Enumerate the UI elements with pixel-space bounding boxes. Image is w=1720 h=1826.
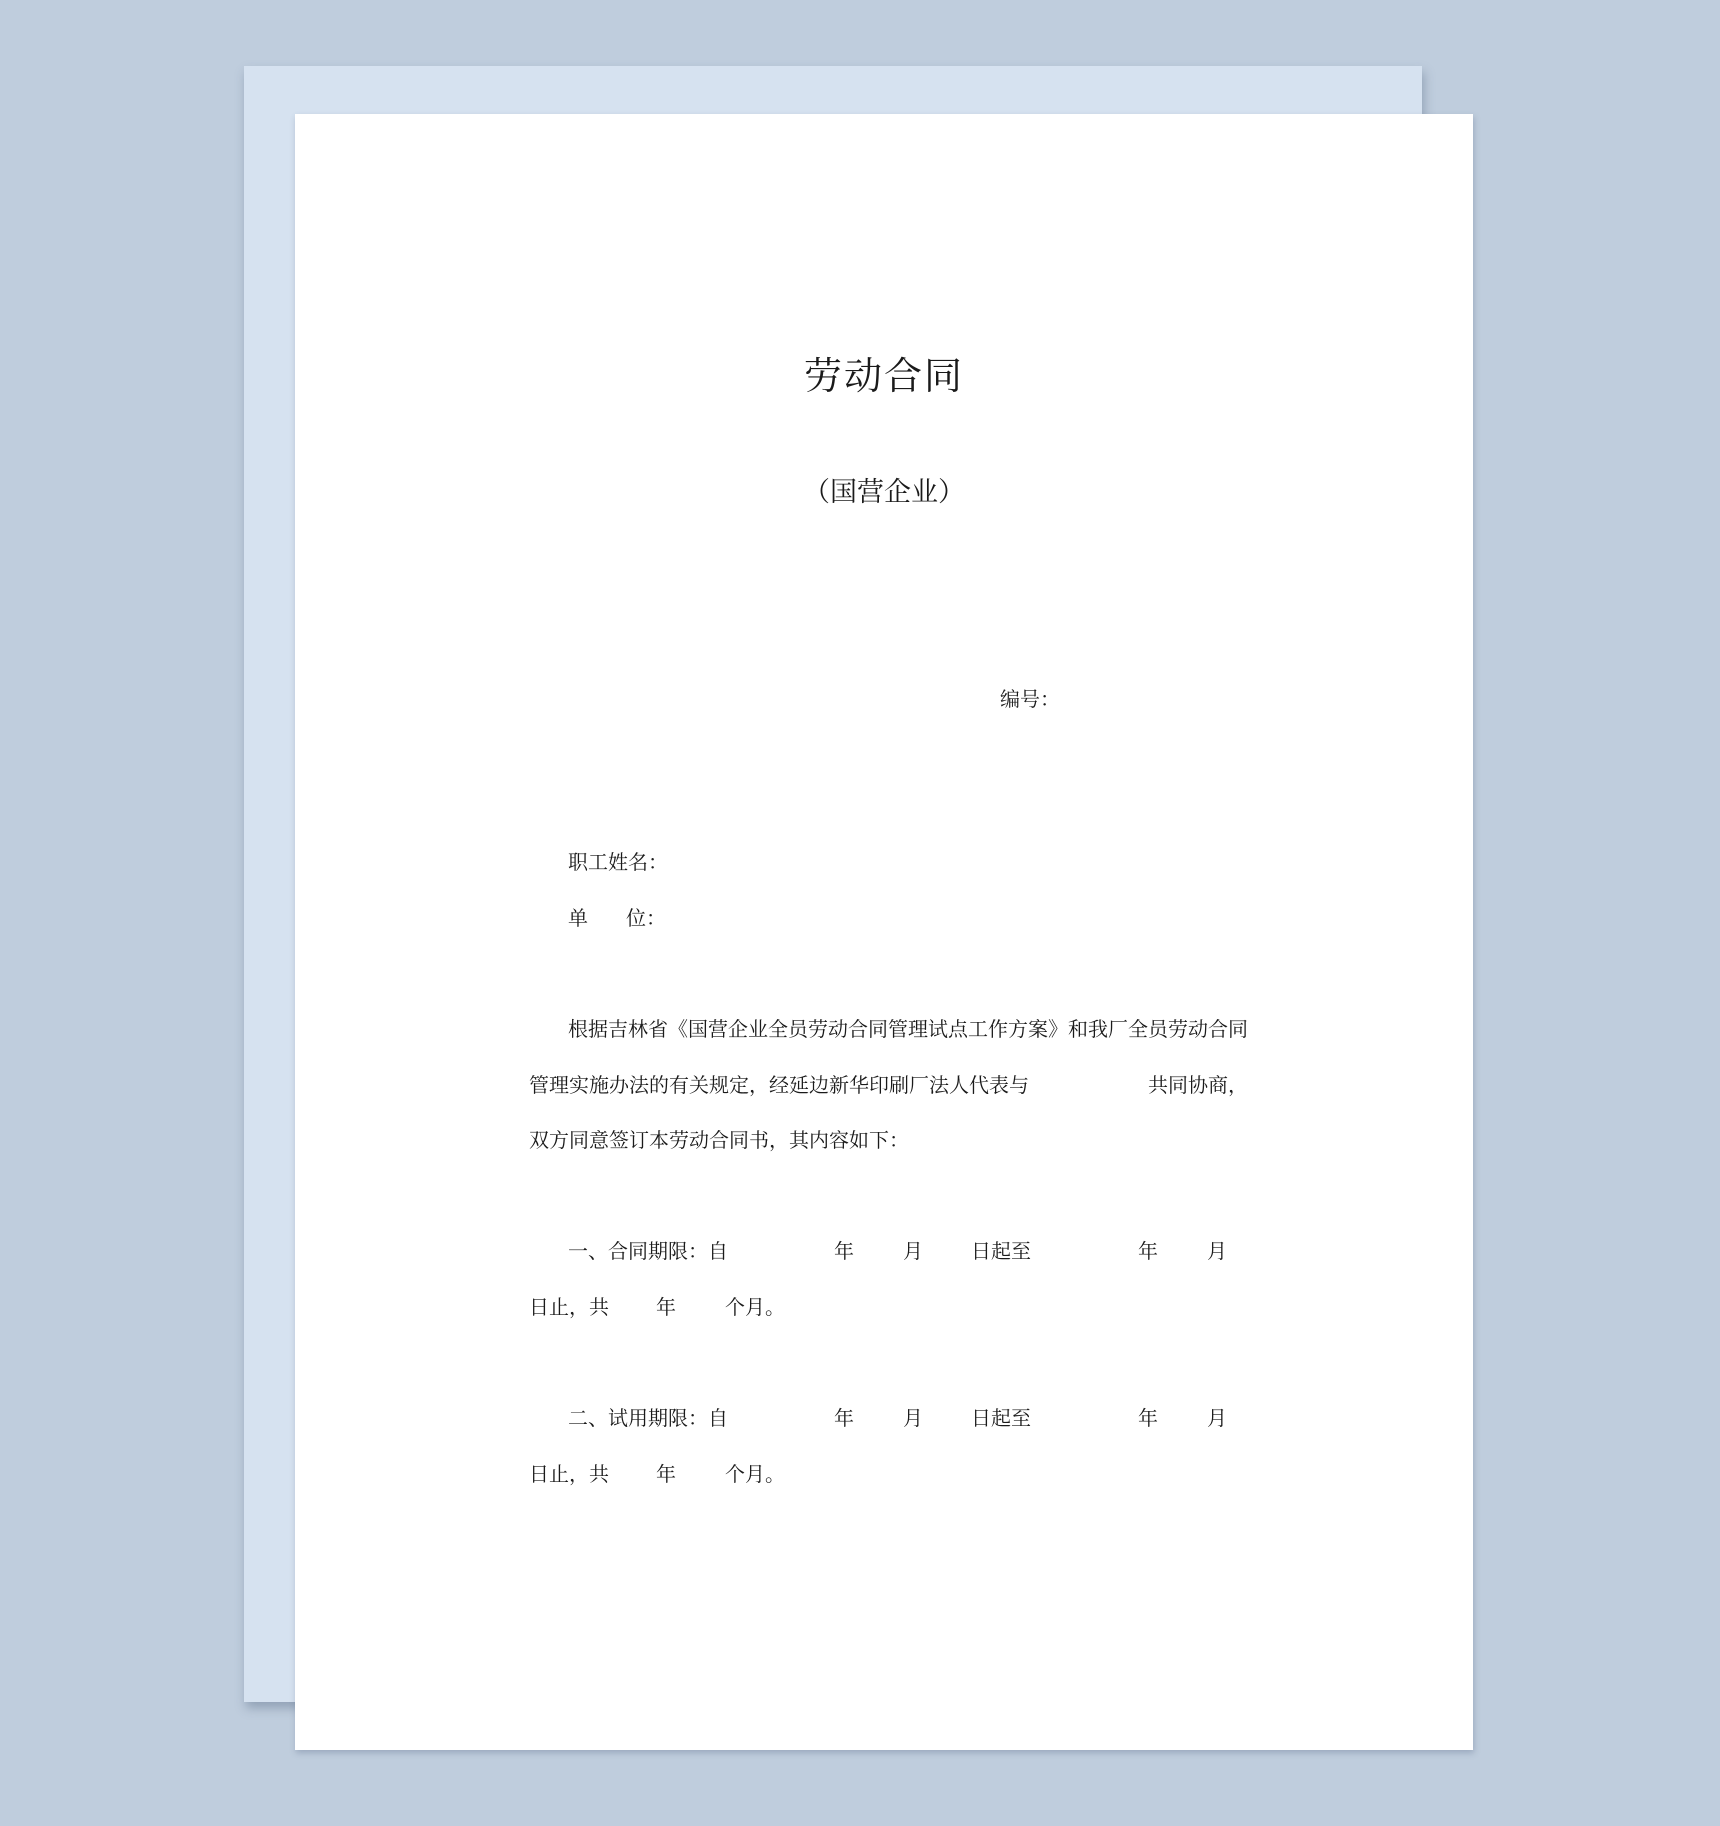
clause-1-month-start: 月: [903, 1239, 923, 1263]
clause-2-day-from: 日起至: [971, 1406, 1031, 1430]
clause-2-years: 年: [656, 1462, 676, 1486]
document-subtitle: （国营企业）: [803, 477, 965, 508]
unit-label-first: 单: [568, 906, 588, 930]
clause-1-day-end: 日止，共: [529, 1295, 609, 1319]
employee-name-label: 职工姓名：: [568, 850, 668, 874]
clause-1-label: 一、合同期限：自: [568, 1239, 728, 1263]
clause-1-day-from: 日起至: [971, 1239, 1031, 1263]
intro-line-2-start: 管理实施办法的有关规定，经延边新华印刷厂法人代表与: [529, 1073, 1029, 1097]
clause-1-month-end: 月: [1207, 1239, 1227, 1263]
clause-1-years: 年: [656, 1295, 676, 1319]
intro-line-1: 根据吉林省《国营企业全员劳动合同管理试点工作方案》和我厂全员劳动合同: [568, 1017, 1248, 1041]
clause-2-month-start: 月: [903, 1406, 923, 1430]
clause-2-label: 二、试用期限：自: [568, 1406, 728, 1430]
document-title: 劳动合同: [803, 354, 964, 398]
clause-1-year-end: 年: [1138, 1239, 1158, 1263]
clause-1-year-start: 年: [834, 1239, 854, 1263]
clause-2-months: 个月。: [725, 1462, 785, 1486]
clause-1-months: 个月。: [725, 1295, 785, 1319]
serial-number-label: 编号：: [1000, 687, 1060, 711]
clause-2-day-end: 日止，共: [529, 1462, 609, 1486]
unit-label-second: 位：: [626, 906, 666, 930]
intro-line-2-end: 共同协商，: [1148, 1073, 1248, 1097]
contract-page: [295, 114, 1473, 1750]
clause-2-year-start: 年: [834, 1406, 854, 1430]
clause-2-year-end: 年: [1138, 1406, 1158, 1430]
intro-line-3: 双方同意签订本劳动合同书，其内容如下：: [529, 1128, 909, 1152]
clause-2-month-end: 月: [1207, 1406, 1227, 1430]
